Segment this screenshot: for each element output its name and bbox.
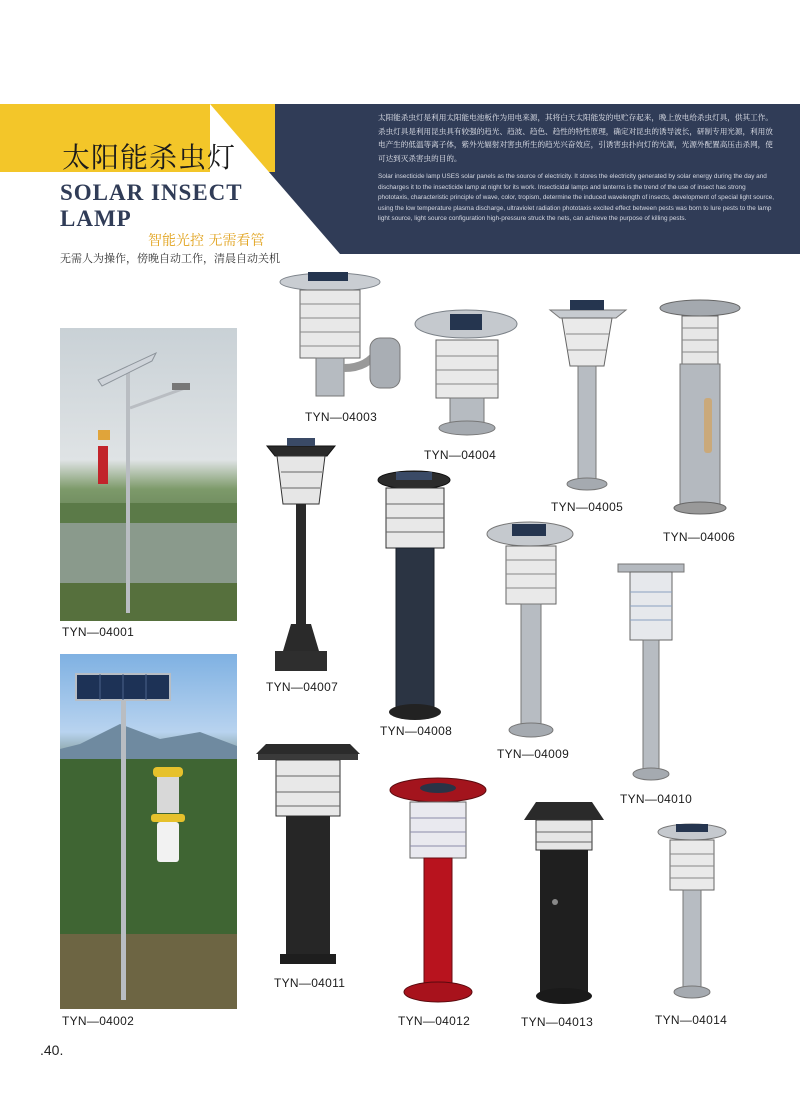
page-number: .40. <box>40 1042 64 1058</box>
product-label-04011: TYN—04011 <box>274 976 346 990</box>
product-label-04005: TYN—04005 <box>551 500 624 514</box>
lamp-04008 <box>376 470 454 722</box>
lamp-04012 <box>388 776 488 1008</box>
description-en: Solar insecticide lamp USES solar panels as the source of electricity. It stores the electricity generated by solar energy during the day and discharges it to the insecticide lamp at night for its work. Insecticidal lamps and lanterns is the trend of the use of insect has strong phototaxis, characteristic principle of wave, color, tropism, determine the induced wavelength of insects, development of special light source, using the low temperature plasma discharge, ultraviolet radiation phototaxis excited effect between pests was born to lure pests to the lamp light source, light source configuration high-pressure struck the nets, can achieve the purpose of killing pests. <box>378 173 775 223</box>
product-photo-04001 <box>60 328 237 621</box>
lamp-04009 <box>486 520 576 742</box>
product-label-04003: TYN—04003 <box>305 410 378 424</box>
product-label-04004: TYN—04004 <box>424 448 497 462</box>
lamp-04003 <box>278 268 403 408</box>
product-label-04009: TYN—04009 <box>497 747 570 761</box>
description-cn: 太阳能杀虫灯是利用太阳能电池板作为用电来源，其将白天太阳能发的电贮存起来，晚上放电给杀虫灯具，供其工作。杀虫灯具是利用昆虫具有较强的趋光、趋波、趋色、趋性的特性原理，确定对昆虫的诱导波长，研制专用光源，利用放电产生的低温等离子体，紫外光辐射对害虫所生的趋光兴奋效应，引诱害虫扑向灯的光源，光源外配置高压击杀网，使可达到灭杀害虫的目的。 <box>378 113 773 163</box>
product-label-04014: TYN—04014 <box>655 1013 728 1027</box>
lamp-04014 <box>656 822 728 1004</box>
product-label-04007: TYN—04007 <box>266 680 339 694</box>
lamp-04006 <box>658 298 742 520</box>
lamp-04013 <box>522 798 606 1008</box>
subtitle: 无需人为操作，傍晚自动工作，清晨自动关机 <box>60 252 280 265</box>
product-label-04008: TYN—04008 <box>380 724 453 738</box>
page-title-en-line1: SOLAR INSECT <box>60 180 243 205</box>
page-title-cn: 太阳能杀虫灯 <box>62 141 237 174</box>
field-lamp-photo-2 <box>60 654 237 1009</box>
product-photo-04002 <box>60 654 237 1009</box>
lamp-04005 <box>546 296 630 496</box>
product-label-04006: TYN—04006 <box>663 530 736 544</box>
lamp-04011 <box>254 740 362 970</box>
slogan: 智能光控 无需看管 <box>148 233 265 249</box>
page-title-en-line2: LAMP <box>60 206 132 231</box>
product-label-04013: TYN—04013 <box>521 1015 594 1029</box>
lamp-04007 <box>265 436 337 676</box>
product-label-04012: TYN—04012 <box>398 1014 471 1028</box>
product-label-04001: TYN—04001 <box>62 625 135 639</box>
lamp-04004 <box>414 308 520 438</box>
field-lamp-photo-1 <box>60 328 237 621</box>
product-label-04010: TYN—04010 <box>620 792 693 806</box>
product-label-04002: TYN—04002 <box>62 1014 135 1028</box>
lamp-04010 <box>616 562 688 788</box>
